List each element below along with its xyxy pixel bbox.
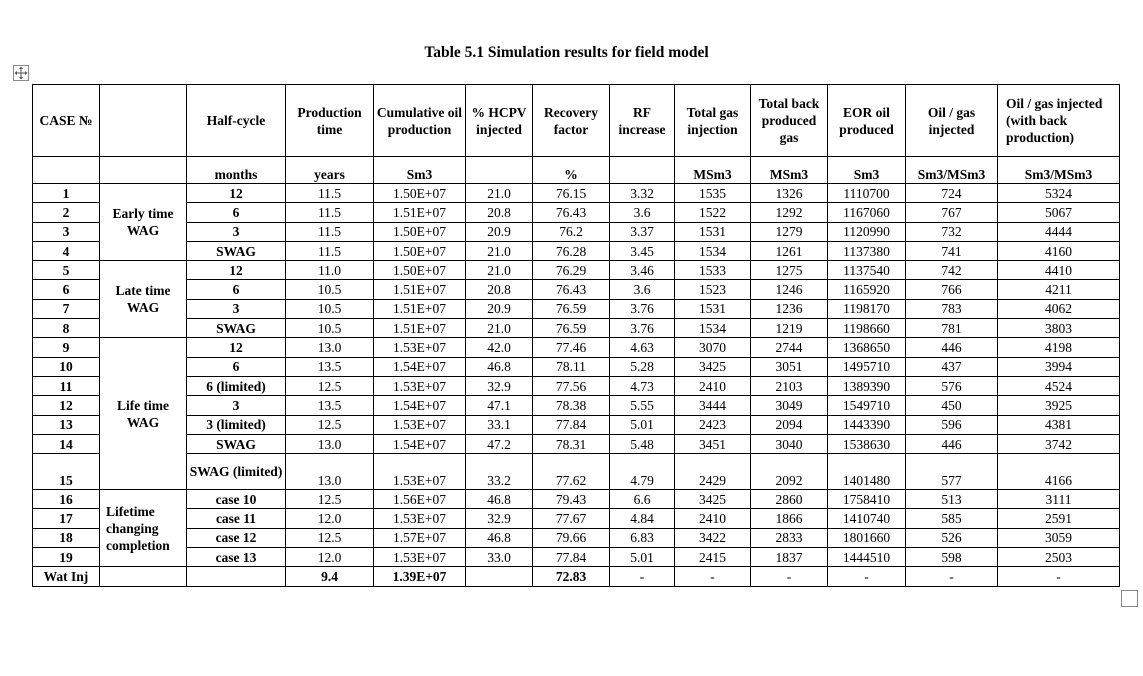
hcpv-cell: 33.1 <box>466 415 533 434</box>
rf-increase-cell: 3.37 <box>610 222 675 241</box>
case-number-cell: 2 <box>33 203 100 222</box>
header-total-gas: Total gas injection <box>675 85 751 157</box>
total-back-gas-cell: 1866 <box>751 509 828 528</box>
table-row <box>33 261 1120 280</box>
oil-gas-back-cell: 4062 <box>998 299 1120 318</box>
oil-gas-back-cell: 4524 <box>998 376 1120 395</box>
group-label-cell: Life time WAG <box>100 338 187 490</box>
oil-gas-back-cell: 4410 <box>998 261 1120 280</box>
header-production-time: Production time <box>286 85 374 157</box>
recovery-factor-cell: 76.59 <box>533 319 610 338</box>
oil-gas-cell: 742 <box>906 261 998 280</box>
header-half-cycle: Half-cycle <box>187 85 286 157</box>
table-row <box>33 357 1120 376</box>
table-row <box>33 454 1120 490</box>
case-number-cell: 13 <box>33 415 100 434</box>
unit-cell: Sm3/MSm3 <box>998 157 1120 184</box>
cumulative-oil-cell: 1.53E+07 <box>374 338 466 357</box>
total-back-gas-cell: 2103 <box>751 376 828 395</box>
cumulative-oil-cell: 1.51E+07 <box>374 299 466 318</box>
oil-gas-back-cell: 3742 <box>998 434 1120 453</box>
production-time-cell: 11.5 <box>286 241 374 260</box>
table-row <box>33 241 1120 260</box>
recovery-factor-cell: 77.62 <box>533 454 610 490</box>
production-time-cell: 12.5 <box>286 376 374 395</box>
total-gas-cell: 3444 <box>675 396 751 415</box>
total-gas-cell: 1533 <box>675 261 751 280</box>
table-row <box>33 509 1120 528</box>
eor-oil-cell: 1801660 <box>828 528 906 547</box>
total-back-gas-cell: 2094 <box>751 415 828 434</box>
total-back-gas-cell: 1219 <box>751 319 828 338</box>
production-time-cell: 10.5 <box>286 299 374 318</box>
hcpv-cell: 20.9 <box>466 222 533 241</box>
case-number-cell: 9 <box>33 338 100 357</box>
cumulative-oil-cell: 1.51E+07 <box>374 319 466 338</box>
rf-increase-cell: 5.55 <box>610 396 675 415</box>
hcpv-cell: 20.8 <box>466 203 533 222</box>
total-back-gas-cell: 1246 <box>751 280 828 299</box>
rf-increase-cell: 3.6 <box>610 280 675 299</box>
cumulative-oil-cell: 1.54E+07 <box>374 434 466 453</box>
hcpv-cell: 46.8 <box>466 490 533 509</box>
case-number-cell: 1 <box>33 184 100 203</box>
total-gas-cell: 3425 <box>675 490 751 509</box>
production-time-cell: 12.0 <box>286 548 374 567</box>
cumulative-oil-cell: 1.50E+07 <box>374 241 466 260</box>
case-number-cell: 11 <box>33 376 100 395</box>
recovery-factor-cell: 78.38 <box>533 396 610 415</box>
water-injection-cell: - <box>906 567 998 586</box>
oil-gas-back-cell: 2591 <box>998 509 1120 528</box>
hcpv-cell: 20.9 <box>466 299 533 318</box>
total-gas-cell: 1523 <box>675 280 751 299</box>
units-row <box>33 157 1120 184</box>
oil-gas-cell: 732 <box>906 222 998 241</box>
oil-gas-cell: 526 <box>906 528 998 547</box>
hcpv-cell: 32.9 <box>466 509 533 528</box>
case-number-cell: 6 <box>33 280 100 299</box>
eor-oil-cell: 1495710 <box>828 357 906 376</box>
recovery-factor-cell: 76.43 <box>533 203 610 222</box>
table-caption: Table 5.1 Simulation results for field model <box>424 44 709 61</box>
rf-increase-cell: 3.32 <box>610 184 675 203</box>
oil-gas-cell: 767 <box>906 203 998 222</box>
half-cycle-cell: SWAG <box>187 241 286 260</box>
half-cycle-cell: SWAG <box>187 434 286 453</box>
half-cycle-cell: 6 <box>187 280 286 299</box>
recovery-factor-cell: 76.29 <box>533 261 610 280</box>
total-gas-cell: 1534 <box>675 319 751 338</box>
table-row <box>33 415 1120 434</box>
eor-oil-cell: 1443390 <box>828 415 906 434</box>
rf-increase-cell: 3.76 <box>610 299 675 318</box>
production-time-cell: 12.5 <box>286 528 374 547</box>
case-number-cell: 3 <box>33 222 100 241</box>
case-number-cell: 10 <box>33 357 100 376</box>
hcpv-cell: 21.0 <box>466 241 533 260</box>
rf-increase-cell: 3.6 <box>610 203 675 222</box>
table-row <box>33 490 1120 509</box>
oil-gas-cell: 446 <box>906 338 998 357</box>
header-total-back-gas: Total back produced gas <box>751 85 828 157</box>
case-number-cell: 4 <box>33 241 100 260</box>
cumulative-oil-cell: 1.53E+07 <box>374 548 466 567</box>
cumulative-oil-cell: 1.54E+07 <box>374 357 466 376</box>
header-recovery-factor: Recovery factor <box>533 85 610 157</box>
table-row <box>33 396 1120 415</box>
total-gas-cell: 1531 <box>675 222 751 241</box>
cumulative-oil-cell: 1.51E+07 <box>374 203 466 222</box>
half-cycle-cell: 3 <box>187 299 286 318</box>
production-time-cell: 12.0 <box>286 509 374 528</box>
rf-increase-cell: 5.28 <box>610 357 675 376</box>
eor-oil-cell: 1198170 <box>828 299 906 318</box>
table-row <box>33 280 1120 299</box>
eor-oil-cell: 1165920 <box>828 280 906 299</box>
eor-oil-cell: 1758410 <box>828 490 906 509</box>
production-time-cell: 13.5 <box>286 396 374 415</box>
oil-gas-cell: 741 <box>906 241 998 260</box>
eor-oil-cell: 1198660 <box>828 319 906 338</box>
total-back-gas-cell: 1326 <box>751 184 828 203</box>
recovery-factor-cell: 76.43 <box>533 280 610 299</box>
oil-gas-back-cell: 3925 <box>998 396 1120 415</box>
half-cycle-cell: case 10 <box>187 490 286 509</box>
water-injection-cell <box>187 567 286 586</box>
total-back-gas-cell: 1261 <box>751 241 828 260</box>
unit-cell: MSm3 <box>751 157 828 184</box>
water-injection-cell: 72.83 <box>533 567 610 586</box>
water-injection-cell <box>466 567 533 586</box>
oil-gas-back-cell: 4166 <box>998 454 1120 490</box>
rf-increase-cell: 4.73 <box>610 376 675 395</box>
table-row <box>33 376 1120 395</box>
production-time-cell: 12.5 <box>286 415 374 434</box>
case-number-cell: 12 <box>33 396 100 415</box>
eor-oil-cell: 1549710 <box>828 396 906 415</box>
half-cycle-cell: 12 <box>187 184 286 203</box>
total-gas-cell: 2410 <box>675 376 751 395</box>
production-time-cell: 11.0 <box>286 261 374 280</box>
oil-gas-cell: 724 <box>906 184 998 203</box>
case-number-cell: 18 <box>33 528 100 547</box>
header-case: CASE № <box>33 85 100 157</box>
half-cycle-cell: case 13 <box>187 548 286 567</box>
half-cycle-cell: 3 <box>187 222 286 241</box>
hcpv-cell: 47.2 <box>466 434 533 453</box>
water-injection-cell <box>100 567 187 586</box>
oil-gas-back-cell: 4198 <box>998 338 1120 357</box>
oil-gas-cell: 450 <box>906 396 998 415</box>
hcpv-cell: 33.2 <box>466 454 533 490</box>
unit-cell <box>466 157 533 184</box>
half-cycle-cell: 3 <box>187 396 286 415</box>
oil-gas-back-cell: 4160 <box>998 241 1120 260</box>
case-number-cell: 14 <box>33 434 100 453</box>
rf-increase-cell: 3.76 <box>610 319 675 338</box>
cumulative-oil-cell: 1.56E+07 <box>374 490 466 509</box>
oil-gas-back-cell: 3111 <box>998 490 1120 509</box>
hcpv-cell: 21.0 <box>466 319 533 338</box>
unit-cell: Sm3 <box>374 157 466 184</box>
oil-gas-cell: 585 <box>906 509 998 528</box>
production-time-cell: 11.5 <box>286 203 374 222</box>
half-cycle-cell: case 11 <box>187 509 286 528</box>
recovery-factor-cell: 76.15 <box>533 184 610 203</box>
eor-oil-cell: 1137380 <box>828 241 906 260</box>
oil-gas-cell: 781 <box>906 319 998 338</box>
total-gas-cell: 1522 <box>675 203 751 222</box>
total-gas-cell: 1535 <box>675 184 751 203</box>
eor-oil-cell: 1167060 <box>828 203 906 222</box>
oil-gas-cell: 598 <box>906 548 998 567</box>
water-injection-cell: 9.4 <box>286 567 374 586</box>
oil-gas-cell: 576 <box>906 376 998 395</box>
cumulative-oil-cell: 1.53E+07 <box>374 415 466 434</box>
hcpv-cell: 33.0 <box>466 548 533 567</box>
hcpv-cell: 46.8 <box>466 528 533 547</box>
water-injection-cell: 1.39E+07 <box>374 567 466 586</box>
total-gas-cell: 3422 <box>675 528 751 547</box>
oil-gas-cell: 446 <box>906 434 998 453</box>
rf-increase-cell: 4.84 <box>610 509 675 528</box>
water-injection-cell: - <box>610 567 675 586</box>
cumulative-oil-cell: 1.53E+07 <box>374 376 466 395</box>
cumulative-oil-cell: 1.57E+07 <box>374 528 466 547</box>
rf-increase-cell: 6.6 <box>610 490 675 509</box>
eor-oil-cell: 1410740 <box>828 509 906 528</box>
unit-cell: years <box>286 157 374 184</box>
table-resize-handle-icon[interactable] <box>1121 590 1138 607</box>
total-back-gas-cell: 1279 <box>751 222 828 241</box>
rf-increase-cell: 3.46 <box>610 261 675 280</box>
total-back-gas-cell: 1275 <box>751 261 828 280</box>
oil-gas-cell: 596 <box>906 415 998 434</box>
case-number-cell: 15 <box>33 454 100 490</box>
half-cycle-cell: case 12 <box>187 528 286 547</box>
oil-gas-back-cell: 4381 <box>998 415 1120 434</box>
simulation-results-table <box>32 84 1120 587</box>
recovery-factor-cell: 79.43 <box>533 490 610 509</box>
water-injection-cell: - <box>675 567 751 586</box>
oil-gas-cell: 766 <box>906 280 998 299</box>
eor-oil-cell: 1368650 <box>828 338 906 357</box>
rf-increase-cell: 5.01 <box>610 415 675 434</box>
hcpv-cell: 21.0 <box>466 261 533 280</box>
header-oil-gas: Oil / gas injected <box>906 85 998 157</box>
total-back-gas-cell: 2744 <box>751 338 828 357</box>
unit-cell <box>100 157 187 184</box>
recovery-factor-cell: 77.56 <box>533 376 610 395</box>
rf-increase-cell: 6.83 <box>610 528 675 547</box>
unit-cell: % <box>533 157 610 184</box>
production-time-cell: 13.0 <box>286 434 374 453</box>
total-gas-cell: 1534 <box>675 241 751 260</box>
hcpv-cell: 32.9 <box>466 376 533 395</box>
rf-increase-cell: 4.63 <box>610 338 675 357</box>
total-back-gas-cell: 3049 <box>751 396 828 415</box>
total-back-gas-cell: 2860 <box>751 490 828 509</box>
oil-gas-cell: 437 <box>906 357 998 376</box>
cumulative-oil-cell: 1.53E+07 <box>374 509 466 528</box>
header-group <box>100 85 187 157</box>
half-cycle-cell: 6 <box>187 357 286 376</box>
table-row <box>33 319 1120 338</box>
cumulative-oil-cell: 1.50E+07 <box>374 184 466 203</box>
case-number-cell: 16 <box>33 490 100 509</box>
oil-gas-back-cell: 5067 <box>998 203 1120 222</box>
recovery-factor-cell: 76.59 <box>533 299 610 318</box>
table-row <box>33 203 1120 222</box>
production-time-cell: 13.5 <box>286 357 374 376</box>
total-gas-cell: 3070 <box>675 338 751 357</box>
half-cycle-cell: 6 <box>187 203 286 222</box>
recovery-factor-cell: 76.28 <box>533 241 610 260</box>
header-cumulative-oil: Cumulative oil production <box>374 85 466 157</box>
cumulative-oil-cell: 1.51E+07 <box>374 280 466 299</box>
hcpv-cell: 42.0 <box>466 338 533 357</box>
production-time-cell: 13.0 <box>286 338 374 357</box>
cumulative-oil-cell: 1.54E+07 <box>374 396 466 415</box>
half-cycle-cell: 12 <box>187 261 286 280</box>
rf-increase-cell: 5.01 <box>610 548 675 567</box>
rf-increase-cell: 3.45 <box>610 241 675 260</box>
case-number-cell: 5 <box>33 261 100 280</box>
total-back-gas-cell: 3051 <box>751 357 828 376</box>
eor-oil-cell: 1110700 <box>828 184 906 203</box>
production-time-cell: 12.5 <box>286 490 374 509</box>
eor-oil-cell: 1137540 <box>828 261 906 280</box>
hcpv-cell: 47.1 <box>466 396 533 415</box>
water-injection-cell: - <box>751 567 828 586</box>
header-hcpv: % HCPV injected <box>466 85 533 157</box>
total-gas-cell: 2423 <box>675 415 751 434</box>
half-cycle-cell: 12 <box>187 338 286 357</box>
production-time-cell: 11.5 <box>286 184 374 203</box>
eor-oil-cell: 1401480 <box>828 454 906 490</box>
header-eor-oil: EOR oil produced <box>828 85 906 157</box>
table-row <box>33 299 1120 318</box>
recovery-factor-cell: 79.66 <box>533 528 610 547</box>
eor-oil-cell: 1538630 <box>828 434 906 453</box>
total-gas-cell: 3451 <box>675 434 751 453</box>
recovery-factor-cell: 78.31 <box>533 434 610 453</box>
cumulative-oil-cell: 1.50E+07 <box>374 261 466 280</box>
total-back-gas-cell: 3040 <box>751 434 828 453</box>
production-time-cell: 10.5 <box>286 280 374 299</box>
unit-cell: Sm3 <box>828 157 906 184</box>
eor-oil-cell: 1120990 <box>828 222 906 241</box>
total-back-gas-cell: 2833 <box>751 528 828 547</box>
unit-cell <box>610 157 675 184</box>
case-number-cell: 19 <box>33 548 100 567</box>
header-oil-gas-back: Oil / gas injected (with back production) <box>998 85 1120 157</box>
water-injection-cell: - <box>998 567 1120 586</box>
table-row <box>33 338 1120 357</box>
oil-gas-back-cell: 4444 <box>998 222 1120 241</box>
recovery-factor-cell: 77.84 <box>533 548 610 567</box>
cumulative-oil-cell: 1.50E+07 <box>374 222 466 241</box>
group-label-cell: Early time WAG <box>100 184 187 261</box>
half-cycle-cell: 6 (limited) <box>187 376 286 395</box>
oil-gas-back-cell: 3059 <box>998 528 1120 547</box>
table-row <box>33 528 1120 547</box>
rf-increase-cell: 4.79 <box>610 454 675 490</box>
half-cycle-cell: SWAG (limited) <box>187 454 286 490</box>
table-row <box>33 184 1120 203</box>
oil-gas-back-cell: 3803 <box>998 319 1120 338</box>
total-gas-cell: 2410 <box>675 509 751 528</box>
water-injection-cell: Wat Inj <box>33 567 100 586</box>
cumulative-oil-cell: 1.53E+07 <box>374 454 466 490</box>
oil-gas-back-cell: 2503 <box>998 548 1120 567</box>
table-row <box>33 548 1120 567</box>
unit-cell: months <box>187 157 286 184</box>
oil-gas-back-cell: 4211 <box>998 280 1120 299</box>
half-cycle-cell: 3 (limited) <box>187 415 286 434</box>
total-gas-cell: 2429 <box>675 454 751 490</box>
total-back-gas-cell: 1236 <box>751 299 828 318</box>
unit-cell <box>33 157 100 184</box>
water-injection-cell: - <box>828 567 906 586</box>
hcpv-cell: 46.8 <box>466 357 533 376</box>
half-cycle-cell: SWAG <box>187 319 286 338</box>
unit-cell: Sm3/MSm3 <box>906 157 998 184</box>
hcpv-cell: 20.8 <box>466 280 533 299</box>
eor-oil-cell: 1389390 <box>828 376 906 395</box>
table-move-handle-icon[interactable] <box>13 65 29 81</box>
oil-gas-cell: 783 <box>906 299 998 318</box>
recovery-factor-cell: 77.84 <box>533 415 610 434</box>
recovery-factor-cell: 77.67 <box>533 509 610 528</box>
group-label-cell: Late time WAG <box>100 261 187 338</box>
header-row <box>33 85 1120 157</box>
total-gas-cell: 1531 <box>675 299 751 318</box>
total-gas-cell: 3425 <box>675 357 751 376</box>
recovery-factor-cell: 77.46 <box>533 338 610 357</box>
production-time-cell: 11.5 <box>286 222 374 241</box>
case-number-cell: 17 <box>33 509 100 528</box>
production-time-cell: 10.5 <box>286 319 374 338</box>
total-back-gas-cell: 2092 <box>751 454 828 490</box>
water-injection-row <box>33 567 1120 586</box>
oil-gas-cell: 577 <box>906 454 998 490</box>
recovery-factor-cell: 76.2 <box>533 222 610 241</box>
case-number-cell: 7 <box>33 299 100 318</box>
oil-gas-cell: 513 <box>906 490 998 509</box>
rf-increase-cell: 5.48 <box>610 434 675 453</box>
total-gas-cell: 2415 <box>675 548 751 567</box>
header-rf-increase: RF increase <box>610 85 675 157</box>
table-row <box>33 434 1120 453</box>
eor-oil-cell: 1444510 <box>828 548 906 567</box>
case-number-cell: 8 <box>33 319 100 338</box>
hcpv-cell: 21.0 <box>466 184 533 203</box>
total-back-gas-cell: 1837 <box>751 548 828 567</box>
unit-cell: MSm3 <box>675 157 751 184</box>
production-time-cell: 13.0 <box>286 454 374 490</box>
group-label-cell: Lifetime changing completion <box>100 490 187 567</box>
table-row <box>33 222 1120 241</box>
total-back-gas-cell: 1292 <box>751 203 828 222</box>
oil-gas-back-cell: 3994 <box>998 357 1120 376</box>
recovery-factor-cell: 78.11 <box>533 357 610 376</box>
oil-gas-back-cell: 5324 <box>998 184 1120 203</box>
